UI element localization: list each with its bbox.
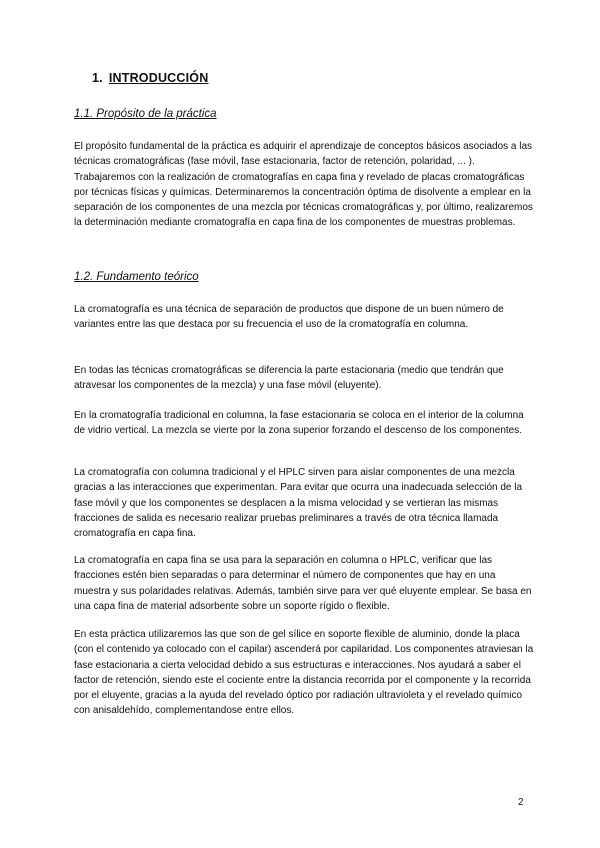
section-title-fundamento: 1.2. Fundamento teórico <box>74 271 199 283</box>
page-number: 2 <box>518 797 524 808</box>
heading-number: 1. <box>92 71 103 85</box>
paragraph-fundamento-6: En esta práctica utilizaremos las que son de gel sílice en soporte flexible de aluminio, donde la placa (con el contenido ya colocado con el capilar) ascenderá por capilaridad. Los componentes atraviesan la fase estacionaria a cierta velocidad debido a sus estructuras e interacciones. Nos ayudará a saber el factor de retención, siendo este el cociente entre la distancia recorrida por el componente y la recorrida por el eluyente, gracias a la ayuda del revelado óptico por radiación ultravioleta y el revelado químico con anisaldehído, complementandose entre ellos. <box>74 629 534 717</box>
paragraph-fundamento-5: La cromatografía en capa fina se usa para la separación en columna o HPLC, verificar que las fracciones estén bien separadas o para determinar el número de componentes que hay en una muestra y sus polaridades relativas. Además, también sirve para ver qué eluyente emplear. Se basa en una capa fina de material adsorbente sobre un soporte rígido o flexible. <box>74 555 532 612</box>
paragraph-proposito: El propósito fundamental de la práctica es adquirir el aprendizaje de conceptos básicos asociados a las técnicas cromatográficas (fase móvil, fase estacionaria, factor de retención, polaridad, ... ). Trabajaremos con la realización de cromatografías en capa fina y revelado de placas cromatográficas por técnicas físicas y químicas. Determinaremos la concentración óptima de disolvente a emplear en la separación de los componentes de una mezcla por técnicas cromatográficas y, por último, realizaremos la determinación mediante cromatografía en capa fina de los componentes de muestras problemas. <box>74 141 533 229</box>
paragraph-fundamento-3: En la cromatografía tradicional en columna, la fase estacionaria se coloca en el interior de la columna de vidrio vertical. La mezcla se vierte por la zona superior forzando el descenso de los componentes. <box>74 410 524 437</box>
main-heading <box>92 71 208 85</box>
paragraph-fundamento-4: La cromatografía con columna tradicional y el HPLC sirven para aislar componentes de una mezcla gracias a las interacciones que experimentan. Para evitar que ocurra una inadecuada selección de la fase móvil y que los componentes se desplacen a la misma velocidad y se vertieran las mismas fracciones de salida es necesario realizar pruebas preliminares a través de otra técnica llamada cromatografía en capa fina. <box>74 467 523 540</box>
paragraph-fundamento-1: La cromatografía es una técnica de separación de productos que dispone de un buen número de variantes entre las que destaca por su frecuencia el uso de la cromatografía en columna. <box>74 304 504 331</box>
paragraph-fundamento-2: En todas las técnicas cromatográficas se diferencia la parte estacionaria (medio que tendrán que atravesar los componentes de la mezcla) y una fase móvil (eluyente). <box>74 365 504 392</box>
section-title-proposito: 1.1. Propósito de la práctica <box>74 108 217 120</box>
heading-title: INTRODUCCIÓN <box>108 71 209 85</box>
